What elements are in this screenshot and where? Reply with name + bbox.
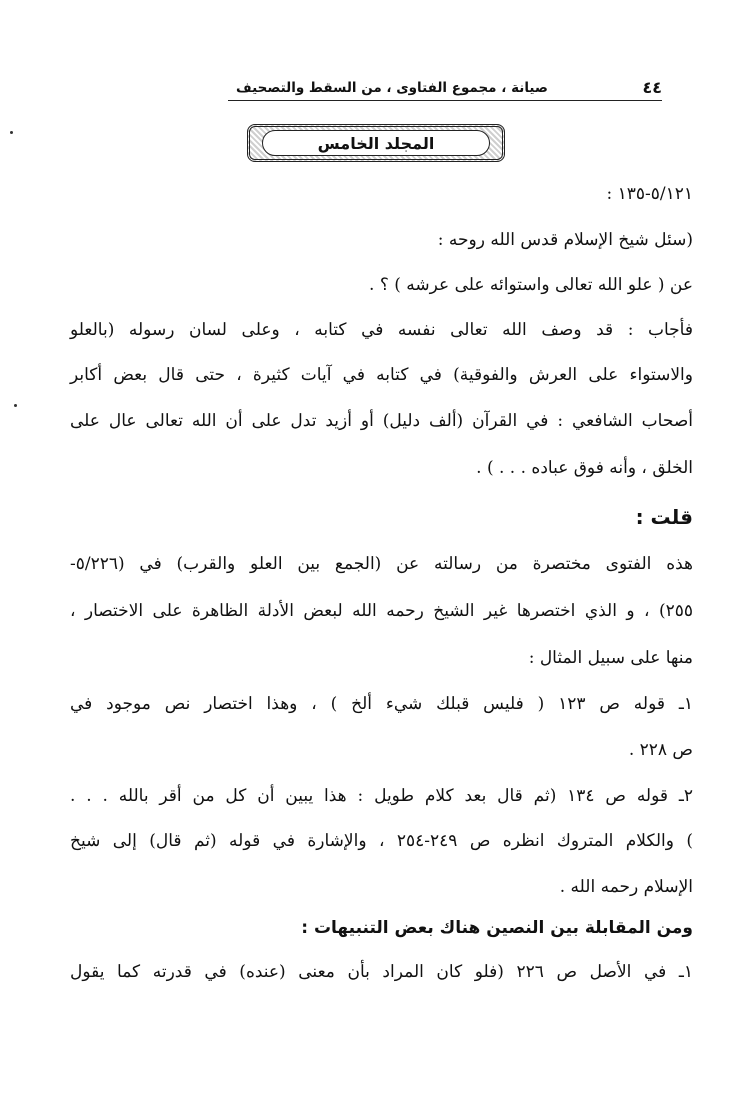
text-line: ١ـ في الأصل ص ٢٢٦ (فلو كان المراد بأن معنى (عنده) في قدرته كما يقول	[70, 962, 693, 982]
text-line: ١ـ قوله ص ١٢٣ ( فليس قبلك شيء ألخ ) ، وهذا اختصار نص موجود في	[70, 694, 693, 714]
text-line: عن ( علو الله تعالى واستوائه على عرشه ) ؟ .	[369, 275, 693, 295]
section-reference: ٥/١٢١-١٣٥ :	[606, 184, 693, 204]
volume-title: المجلد الخامس	[262, 130, 490, 156]
margin-mark	[14, 404, 17, 407]
text-line: والاستواء على العرش والفوقية) في كتابه في آيات كثيرة ، حتى قال بعض أكابر	[70, 365, 693, 385]
running-header	[228, 78, 662, 101]
section-heading: قلت :	[635, 505, 693, 529]
text-line: ٢ـ قوله ص ١٣٤ (ثم قال بعد كلام طويل : هذا يبين أن كل من أقر بالله . . .	[70, 786, 693, 806]
section-heading: ومن المقابلة بين النصين هناك بعض التنبيهات :	[301, 918, 693, 938]
text-line: ) والكلام المتروك انظره ص ٢٤٩-٢٥٤ ، والإشارة في قوله (ثم قال) إلى شيخ	[70, 831, 693, 851]
text-line: منها على سبيل المثال :	[528, 648, 693, 668]
volume-title-frame	[247, 124, 505, 162]
text-line: ص ٢٢٨ .	[628, 740, 693, 760]
text-line: الإسلام رحمه الله .	[559, 877, 693, 897]
text-line: ٢٥٥) ، و الذي اختصرها غير الشيخ رحمه الله لبعض الأدلة الظاهرة على الاختصار ،	[70, 601, 693, 621]
text-line: الخلق ، وأنه فوق عباده . . . ) .	[476, 458, 693, 478]
text-line: أصحاب الشافعي : في القرآن (ألف دليل) أو أزيد تدل على أن الله تعالى عال على	[70, 411, 693, 431]
running-title: صيانة ، مجموع الفتاوى ، من السقط والتصحيف	[236, 80, 548, 96]
text-line: فأجاب : قد وصف الله تعالى نفسه في كتابه ، وعلى لسان رسوله (بالعلو	[70, 320, 693, 340]
text-line: (سئل شيخ الإسلام قدس الله روحه :	[437, 230, 693, 250]
text-line: هذه الفتوى مختصرة من رسالته عن (الجمع بين العلو والقرب) في (٥/٢٢٦-	[70, 554, 693, 574]
margin-mark	[10, 131, 13, 134]
page-number: ٤٤	[642, 78, 662, 97]
